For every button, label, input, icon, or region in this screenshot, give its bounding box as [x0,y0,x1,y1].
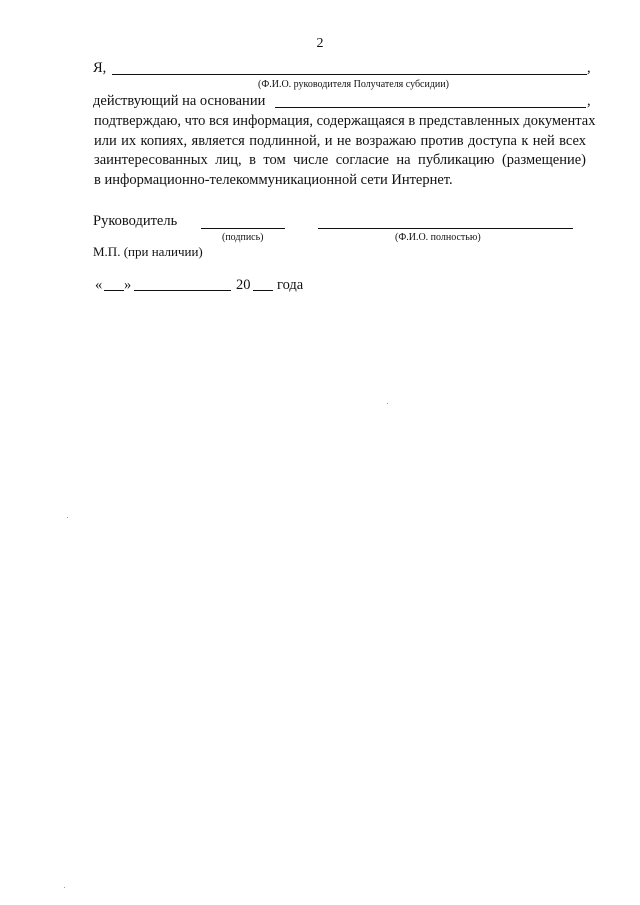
full-name-field[interactable] [318,228,573,229]
date-month-field[interactable] [134,290,231,291]
date-day-field[interactable] [104,290,124,291]
year-suffix: года [277,277,304,293]
head-label: Руководитель [93,213,178,229]
scan-speck [67,517,68,518]
comma-1: , [587,60,591,76]
recipient-head-name-field[interactable] [112,74,587,75]
signature-caption: (подпись) [222,232,264,243]
stamp-note: М.П. (при наличии) [93,244,203,259]
year-prefix: 20 [236,277,251,293]
page-number: 2 [316,36,324,51]
date-year-field[interactable] [253,290,273,291]
paragraph-line: подтверждаю, что вся информация, содержащаяся в представленных документах [94,113,596,129]
comma-2: , [587,93,591,109]
scan-speck [387,403,388,404]
pronoun-text: Я, [93,60,107,76]
confirmation-paragraph [94,112,596,190]
acting-basis-label: действующий на основании [93,93,266,109]
date-open-quote: « [95,277,103,293]
date-close-quote: » [124,277,132,293]
paragraph-line: или их копиях, является подлинной, и не возражаю против доступа к ней всех [94,132,586,149]
acting-basis-field[interactable] [275,107,586,108]
scan-speck [64,887,65,888]
paragraph-line: заинтересованных лиц, в том числе согласие на публикацию (размещение) [94,152,586,168]
paragraph-line: в информационно-телекоммуникационной сети Интернет. [94,171,453,188]
signature-field[interactable] [201,228,285,229]
fio-caption: (Ф.И.О. руководителя Получателя субсидии) [258,79,449,90]
full-name-caption: (Ф.И.О. полностью) [395,232,481,243]
